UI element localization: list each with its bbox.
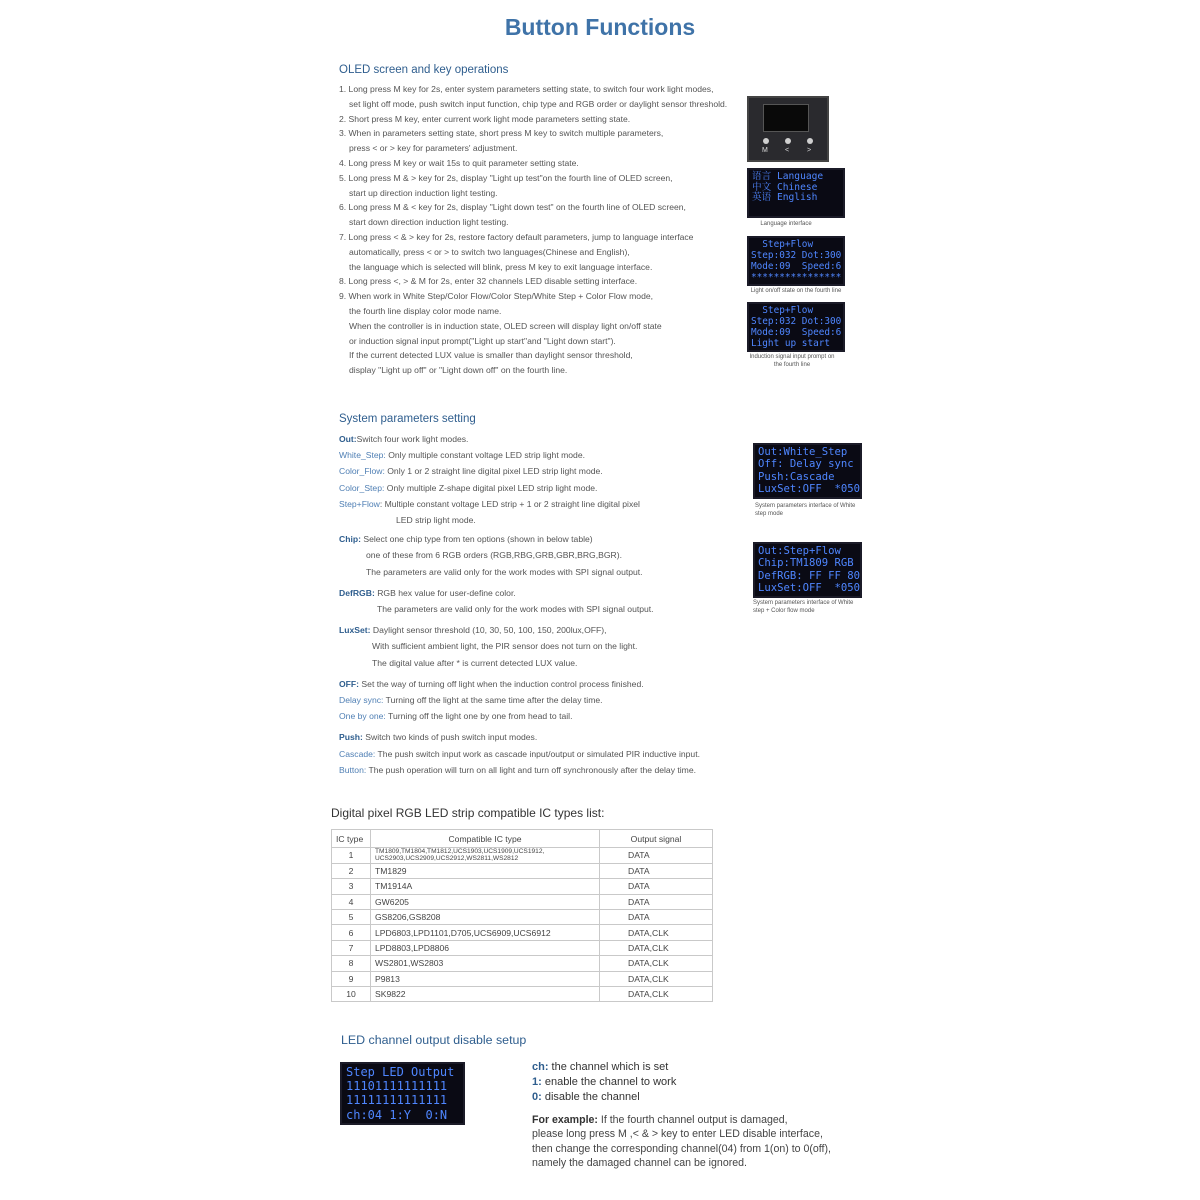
induction-prompt-oled-screen xyxy=(747,302,845,352)
compatible-ic-cell: GS8206,GS8208 xyxy=(371,909,600,924)
instruction-line: When the controller is in induction state, OLED screen will display light on/off state xyxy=(349,320,662,331)
table-row xyxy=(332,863,713,878)
compatible-ic-cell: TM1914A xyxy=(371,879,600,894)
example-key: For example: xyxy=(532,1114,598,1126)
oled-line: DefRGB: FF FF 80 xyxy=(758,569,861,582)
ic-type-cell: 1 xyxy=(332,848,371,864)
table-row xyxy=(332,848,713,864)
white-step-text: Only multiple constant voltage LED strip light mode. xyxy=(385,450,585,461)
instruction-line: If the current detected LUX value is smaller than daylight sensor threshold, xyxy=(349,350,633,361)
instruction-line: 3. When in parameters setting state, short press M key to switch multiple parameters, xyxy=(339,128,664,139)
luxset-text: Daylight sensor threshold (10, 30, 50, 100, 150, 200lux,OFF), xyxy=(370,625,607,636)
instruction-line: automatically, press < or > to switch two languages(Chinese and English), xyxy=(349,246,630,257)
instruction-line: start down direction induction light testing. xyxy=(349,217,509,228)
instruction-line: 6. Long press M & < key for 2s, display "Light down test" on the fourth line of OLED screen, xyxy=(339,202,686,213)
luxset-text3: The digital value after * is current detected LUX value. xyxy=(372,657,578,668)
compatible-ic-cell: LPD6803,LPD1101,D705,UCS6909,UCS6912 xyxy=(371,925,600,940)
right-key-label: > xyxy=(807,147,812,154)
white-step-params-caption: System parameters interface of White step mode xyxy=(755,503,856,517)
oled-line: 英语 English xyxy=(752,192,818,204)
example-line: then change the corresponding channel(04) from 1(on) to 0(off), xyxy=(532,1142,831,1155)
ic-table-heading: Digital pixel RGB LED strip compatible IC types list: xyxy=(331,806,605,820)
compatible-ic-header: Compatible IC type xyxy=(371,830,600,848)
table-row xyxy=(332,971,713,986)
off-text: Set the way of turning off light when the induction control process finished. xyxy=(359,678,644,689)
compatible-ic-cell: TM1809,TM1804,TM1812,UCS1903,UCS1909,UCS1912, UCS2903,UCS2909,UCS2912,WS2811,WS2812 xyxy=(371,848,600,864)
delay-sync-key: Delay sync: xyxy=(339,695,384,706)
right-key xyxy=(807,138,813,144)
compatible-ic-cell: SK9822 xyxy=(371,986,600,1001)
instruction-line: press < or > key for parameters' adjustment. xyxy=(349,143,518,154)
step-flow-params-oled-screen xyxy=(753,542,862,598)
one-by-one-key: One by one: xyxy=(339,711,386,722)
defrgb-key: DefRGB: xyxy=(339,587,375,598)
oled-line: **************** xyxy=(751,272,842,283)
ic-types-table xyxy=(331,829,713,1002)
compatible-ic-cell: GW6205 xyxy=(371,894,600,909)
output-signal-cell: DATA xyxy=(600,848,713,864)
oled-line: Step+Flow xyxy=(751,305,814,316)
output-signal-cell: DATA xyxy=(600,909,713,924)
output-signal-cell: DATA xyxy=(600,894,713,909)
oled-line: LuxSet:OFF *050 xyxy=(758,582,861,595)
color-step-key: Color_Step: xyxy=(339,482,385,493)
output-signal-cell: DATA xyxy=(600,879,713,894)
button-key: Button: xyxy=(339,764,367,775)
oled-line: 中文 Chinese xyxy=(752,181,818,193)
table-row xyxy=(332,925,713,940)
table-row xyxy=(332,894,713,909)
oled-line: Out:Step+Flow xyxy=(758,545,841,557)
oled-line: 11111111111111 xyxy=(346,1093,448,1108)
device-oled-screen xyxy=(763,104,809,132)
oled-line: Step LED Output xyxy=(346,1065,455,1079)
led-legend xyxy=(532,1060,676,1105)
example-line: namely the damaged channel can be ignored. xyxy=(532,1157,747,1170)
cascade-key: Cascade: xyxy=(339,748,376,759)
example-line: please long press M ,< & > key to enter LED disable interface, xyxy=(532,1128,823,1141)
table-row xyxy=(332,879,713,894)
step-flow-text: : Multiple constant voltage LED strip + 1 or 2 straight line digital pixel xyxy=(379,498,640,509)
defrgb-text2: The parameters are valid only for the work modes with SPI signal output. xyxy=(377,604,654,615)
language-oled-screen xyxy=(747,168,845,218)
led-disable-oled-screen xyxy=(340,1062,465,1125)
compatible-ic-cell: TM1829 xyxy=(371,863,600,878)
instruction-line: 8. Long press <, > & M for 2s, enter 32 channels LED disable setting interface. xyxy=(339,276,638,287)
ic-type-cell: 5 xyxy=(332,909,371,924)
table-header-row xyxy=(332,830,713,848)
output-signal-cell: DATA,CLK xyxy=(600,971,713,986)
oled-line: Step:032 Dot:300 xyxy=(751,316,842,327)
instruction-line: 2. Short press M key, enter current work light mode parameters setting state. xyxy=(339,113,631,124)
instruction-line: 5. Long press M & > key for 2s, display "Light up test"on the fourth line of OLED screen, xyxy=(339,172,673,183)
oled-line: 语言 Language xyxy=(752,171,824,182)
oled-line: ch:04 1:Y 0:N xyxy=(346,1107,448,1122)
example-text: If the fourth channel output is damaged, xyxy=(597,1114,788,1126)
ch-text: the channel which is set xyxy=(548,1061,669,1073)
instruction-line: display "Light up off" or "Light down off" on the fourth line. xyxy=(349,365,568,376)
white-step-params-oled-screen xyxy=(753,443,862,499)
step-flow-key: Step+Flow xyxy=(339,498,380,509)
instruction-line: the fourth line display color mode name. xyxy=(349,305,502,316)
chip-text3: The parameters are valid only for the work modes with SPI signal output. xyxy=(366,566,643,577)
oled-line: 11101111111111 xyxy=(346,1079,448,1094)
controller-device-image xyxy=(747,96,829,162)
m-key-label: M xyxy=(762,147,768,154)
led-example-text xyxy=(532,1113,872,1171)
sys-section-heading: System parameters setting xyxy=(339,413,476,425)
oled-instructions-list xyxy=(339,82,727,378)
oled-line: Light up start xyxy=(751,338,831,349)
push-key: Push: xyxy=(339,732,363,743)
chip-text: Select one chip type from ten options (shown in below table) xyxy=(360,534,593,545)
button-text: The push operation will turn on all light and turn off synchronously after the delay time. xyxy=(366,764,697,775)
induction-prompt-caption: Induction signal input prompt on the fourth line xyxy=(749,354,835,368)
off-key: OFF: xyxy=(339,678,360,689)
color-flow-key: Color_Flow: xyxy=(339,466,385,477)
light-state-oled-screen xyxy=(747,236,845,286)
oled-line: LuxSet:OFF *050 xyxy=(758,483,861,496)
oled-section-heading: OLED screen and key operations xyxy=(339,64,509,76)
page-title: Button Functions xyxy=(504,14,696,40)
table-row xyxy=(332,956,713,971)
oled-line: Step+Flow xyxy=(751,239,814,250)
oled-line: Mode:09 Speed:6 xyxy=(751,261,842,272)
m-key xyxy=(763,138,769,144)
left-key xyxy=(785,138,791,144)
step-flow-params-caption: System parameters interface of White step + Color flow mode xyxy=(753,600,854,614)
instruction-line: 4. Long press M key or wait 15s to quit parameter setting state. xyxy=(339,157,579,168)
led-section-heading: LED channel output disable setup xyxy=(341,1033,527,1047)
instruction-line: 7. Long press < & > key for 2s, restore factory default parameters, jump to language interface xyxy=(339,231,694,242)
push-text: Switch two kinds of push switch input modes. xyxy=(362,732,538,743)
ic-type-cell: 7 xyxy=(332,940,371,955)
step-flow-text2: LED strip light mode. xyxy=(396,515,476,526)
color-step-text: Only multiple Z-shape digital pixel LED strip light mode. xyxy=(384,482,598,493)
one-by-one-text: Turning off the light one by one from head to tail. xyxy=(385,711,573,722)
output-signal-cell: DATA,CLK xyxy=(600,986,713,1001)
oled-line: Mode:09 Speed:6 xyxy=(751,327,842,338)
ic-type-cell: 3 xyxy=(332,879,371,894)
ic-type-header: IC type xyxy=(332,830,371,848)
chip-text2: one of these from 6 RGB orders (RGB,RBG,GRB,GBR,BRG,BGR). xyxy=(366,550,622,561)
white-step-key: White_Step: xyxy=(339,450,386,461)
defrgb-text: RGB hex value for user-define color. xyxy=(374,587,516,598)
zero-key: 0: xyxy=(532,1091,542,1103)
color-flow-text: Only 1 or 2 straight line digital pixel LED strip light mode. xyxy=(384,466,603,477)
table-row xyxy=(332,986,713,1001)
instruction-line: set light off mode, push switch input function, chip type and RGB order or daylight sensor threshold. xyxy=(349,98,728,109)
oled-line: Off: Delay sync xyxy=(758,458,854,471)
instruction-line: start up direction induction light testing. xyxy=(349,187,498,198)
sys-params-text xyxy=(339,431,739,778)
ic-type-cell: 4 xyxy=(332,894,371,909)
output-signal-cell: DATA,CLK xyxy=(600,956,713,971)
compatible-ic-cell: WS2801,WS2803 xyxy=(371,956,600,971)
compatible-ic-cell: LPD8803,LPD8806 xyxy=(371,940,600,955)
instruction-line: or induction signal input prompt("Light up start"and "Light down start"). xyxy=(349,335,616,346)
ic-type-cell: 9 xyxy=(332,971,371,986)
left-key-label: < xyxy=(785,147,790,154)
output-signal-cell: DATA,CLK xyxy=(600,940,713,955)
cascade-text: The push switch input work as cascade input/output or simulated PIR inductive input. xyxy=(375,748,700,759)
table-row xyxy=(332,940,713,955)
ch-key: ch: xyxy=(532,1061,549,1073)
ic-table-body xyxy=(332,848,713,1002)
ic-type-cell: 10 xyxy=(332,986,371,1001)
oled-line: Push:Cascade xyxy=(758,470,835,483)
oled-line: Step:032 Dot:300 xyxy=(751,250,842,261)
one-text: enable the channel to work xyxy=(541,1076,677,1088)
output-signal-cell: DATA,CLK xyxy=(600,925,713,940)
output-signal-header: Output signal xyxy=(600,830,713,848)
language-screen-caption: Language interface xyxy=(760,221,812,227)
chip-key: Chip: xyxy=(339,534,361,545)
instruction-line: the language which is selected will blink, press M key to exit language interface. xyxy=(349,261,653,272)
ic-type-cell: 8 xyxy=(332,956,371,971)
luxset-key: LuxSet: xyxy=(339,625,371,636)
zero-text: disable the channel xyxy=(541,1091,640,1103)
ic-type-cell: 6 xyxy=(332,925,371,940)
table-row xyxy=(332,909,713,924)
delay-sync-text: Turning off the light at the same time after the delay time. xyxy=(383,695,603,706)
light-state-caption: Light on/off state on the fourth line xyxy=(750,288,842,294)
compatible-ic-cell: P9813 xyxy=(371,971,600,986)
one-key: 1: xyxy=(532,1076,542,1088)
oled-line: Chip:TM1809 RGB xyxy=(758,557,854,570)
ic-type-cell: 2 xyxy=(332,863,371,878)
out-text: Switch four work light modes. xyxy=(356,434,469,444)
oled-line: Out:White_Step xyxy=(758,446,848,458)
out-key: Out: xyxy=(339,434,357,444)
instruction-line: 1. Long press M key for 2s, enter system parameters setting state, to switch four work light modes, xyxy=(339,84,714,94)
luxset-text2: With sufficient ambient light, the PIR sensor does not turn on the light. xyxy=(372,641,638,652)
output-signal-cell: DATA xyxy=(600,863,713,878)
instruction-line: 9. When work in White Step/Color Flow/Color Step/White Step + Color Flow mode, xyxy=(339,291,654,302)
